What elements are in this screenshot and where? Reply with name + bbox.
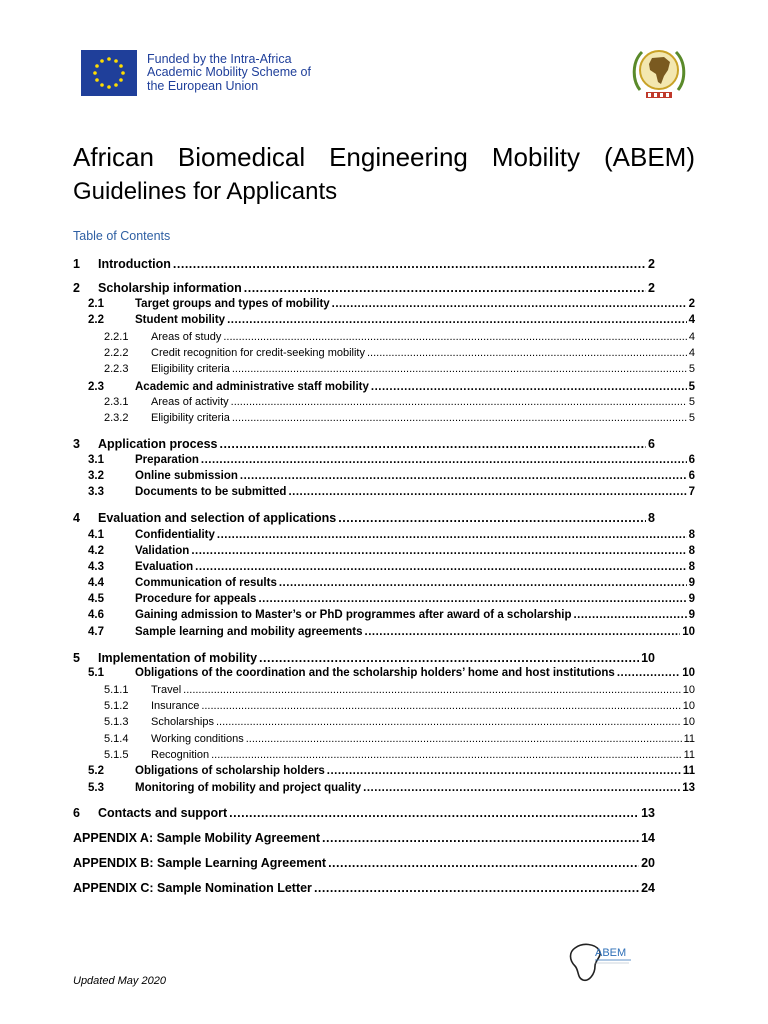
- toc-dot-leader: [173, 256, 646, 273]
- toc-entry-title: Obligations of the coordination and the scholarship holders’ home and host institutions: [135, 667, 615, 679]
- toc-entry-number: 4.6: [88, 609, 104, 621]
- toc-entry[interactable]: [73, 510, 655, 527]
- toc-entry[interactable]: [104, 362, 695, 377]
- toc-entry-title: Recognition: [151, 749, 210, 761]
- toc-entry-number: 3.1: [88, 454, 104, 466]
- toc-entry-number: 4.2: [88, 545, 104, 557]
- toc-entry-title: Gaining admission to Master’s or PhD programmes after award of a scholarship: [135, 609, 572, 621]
- toc-entry-page: 2: [648, 281, 655, 295]
- toc-entry-title: Eligibility criteria: [151, 412, 230, 424]
- toc-entry-page: 10: [682, 700, 695, 712]
- toc-entry-page: 8: [648, 511, 655, 525]
- toc-entry-page: 5: [688, 396, 695, 408]
- toc-entry-number: 6: [73, 806, 80, 820]
- toc-entry[interactable]: [88, 528, 695, 543]
- toc-entry-number: 5.1.1: [104, 684, 129, 696]
- toc-entry-number: 2.3: [88, 381, 104, 393]
- toc-entry[interactable]: [73, 880, 655, 897]
- toc-dot-leader: [322, 830, 639, 847]
- toc-dot-leader: [288, 485, 686, 500]
- toc-entry-title: Obligations of scholarship holders: [135, 765, 325, 777]
- toc-entry[interactable]: [104, 699, 695, 714]
- toc-entry-number: 5.1.2: [104, 700, 129, 712]
- toc-entry-title: Sample learning and mobility agreements: [135, 626, 363, 638]
- abem-logo: [565, 940, 635, 984]
- toc-dot-leader: [371, 380, 687, 395]
- toc-entry-number: 5.2: [88, 765, 104, 777]
- toc-dot-leader: [365, 625, 681, 640]
- toc-entry[interactable]: [73, 436, 655, 453]
- toc-entry-page: 6: [688, 470, 695, 482]
- toc-entry-title: Confidentiality: [135, 529, 215, 541]
- toc-entry-title: Scholarships: [151, 716, 214, 728]
- toc-entry-title: Documents to be submitted: [135, 486, 287, 498]
- toc-entry-title: Target groups and types of mobility: [135, 298, 330, 310]
- toc-entry-number: 2.3.1: [104, 396, 129, 408]
- toc-entry[interactable]: [88, 485, 695, 500]
- toc-dot-leader: [244, 280, 646, 297]
- toc-dot-leader: [231, 395, 687, 410]
- toc-dot-leader: [259, 650, 639, 667]
- toc-entry[interactable]: [104, 732, 695, 747]
- toc-entry[interactable]: [88, 544, 695, 559]
- toc-entry-page: 11: [682, 765, 695, 777]
- toc-entry-number: 2.2.1: [104, 331, 129, 343]
- toc-entry[interactable]: [104, 330, 695, 345]
- abem-logo-text: ABEM: [595, 947, 627, 959]
- toc-entry-title: Introduction: [98, 257, 171, 271]
- toc-dot-leader: [332, 297, 687, 312]
- toc-dot-leader: [232, 362, 687, 377]
- toc-entry[interactable]: [88, 576, 695, 591]
- toc-entry-title: Academic and administrative staff mobility: [135, 381, 369, 393]
- toc-entry-number: 4.1: [88, 529, 104, 541]
- toc-entry[interactable]: [88, 666, 695, 681]
- toc-entry-number: 4.4: [88, 577, 104, 589]
- toc-entry-page: 9: [688, 593, 695, 605]
- toc-entry-page: 13: [682, 782, 695, 794]
- toc-entry-title: Student mobility: [135, 314, 226, 326]
- toc-dot-leader: [246, 732, 682, 747]
- toc-entry-title: Preparation: [135, 454, 199, 466]
- toc-entry-title: Validation: [135, 545, 190, 557]
- toc-entry[interactable]: [104, 715, 695, 730]
- toc-entry[interactable]: [88, 380, 695, 395]
- eu-funding-line: Academic Mobility Scheme of: [147, 65, 311, 80]
- toc-entry-number: 2.2.2: [104, 347, 129, 359]
- toc-entry[interactable]: [104, 411, 695, 426]
- toc-entry-page: 9: [688, 577, 695, 589]
- toc-entry-title: Evaluation: [135, 561, 194, 573]
- toc-dot-leader: [219, 436, 646, 453]
- toc-entry-title: Procedure for appeals: [135, 593, 257, 605]
- toc-entry-number: 4: [73, 511, 80, 525]
- toc-dot-leader: [240, 469, 687, 484]
- toc-dot-leader: [201, 453, 687, 468]
- toc-entry-title: APPENDIX C: Sample Nomination Letter: [73, 881, 312, 895]
- toc-entry-number: 2.2.3: [104, 363, 129, 375]
- toc-dot-leader: [191, 544, 686, 559]
- toc-entry[interactable]: [104, 748, 695, 763]
- toc-entry-page: 5: [688, 412, 695, 424]
- toc-entry-number: 3: [73, 437, 80, 451]
- toc-entry-page: 6: [688, 454, 695, 466]
- toc-entry[interactable]: [73, 855, 655, 872]
- toc-dot-leader: [232, 411, 687, 426]
- toc-entry-title: Credit recognition for credit-seeking mobility: [151, 347, 365, 359]
- toc-entry-page: 2: [648, 257, 655, 271]
- toc-entry-title: Online submission: [135, 470, 238, 482]
- toc-entry-number: 1: [73, 257, 80, 271]
- toc-entry-page: 24: [641, 881, 655, 895]
- toc-dot-leader: [201, 699, 680, 714]
- toc-entry-title: Areas of study: [151, 331, 222, 343]
- toc-entry-page: 11: [683, 749, 695, 761]
- toc-dot-leader: [216, 715, 681, 730]
- toc-dot-leader: [573, 608, 686, 623]
- toc-entry[interactable]: [88, 592, 695, 607]
- toc-dot-leader: [363, 781, 680, 796]
- toc-entry-page: 10: [682, 684, 695, 696]
- toc-entry[interactable]: [88, 781, 695, 796]
- toc-heading: Table of Contents: [73, 229, 171, 243]
- toc-entry-title: Communication of results: [135, 577, 277, 589]
- toc-entry-page: 8: [688, 561, 695, 573]
- toc-entry-page: 8: [688, 529, 695, 541]
- toc-entry[interactable]: [88, 453, 695, 468]
- toc-entry[interactable]: [104, 346, 695, 361]
- toc-entry-number: 5.3: [88, 782, 104, 794]
- toc-entry-page: 4: [688, 314, 695, 326]
- toc-entry-page: 4: [688, 331, 695, 343]
- toc-entry-title: APPENDIX B: Sample Learning Agreement: [73, 856, 327, 870]
- toc-dot-leader: [223, 330, 687, 345]
- toc-entry[interactable]: [73, 280, 655, 297]
- toc-entry[interactable]: [88, 764, 695, 779]
- toc-entry-title: Implementation of mobility: [98, 651, 258, 665]
- toc-entry-number: 2.2: [88, 314, 104, 326]
- toc-entry-page: 14: [641, 831, 655, 845]
- toc-entry-number: 3.2: [88, 470, 104, 482]
- toc-entry-page: 10: [682, 667, 695, 679]
- toc-entry-page: 7: [688, 486, 695, 498]
- eu-funding-line: Funded by the Intra-Africa: [147, 51, 292, 66]
- toc-entry-number: 5.1: [88, 667, 104, 679]
- toc-entry[interactable]: [88, 625, 695, 640]
- toc-entry-page: 6: [648, 437, 655, 451]
- toc-entry-number: 2: [73, 281, 80, 295]
- toc-entry-page: 5: [688, 381, 695, 393]
- eu-funding-line: the European Union: [147, 78, 259, 93]
- toc-entry-page: 10: [641, 651, 655, 665]
- document-subtitle: Guidelines for Applicants: [73, 178, 338, 205]
- toc-dot-leader: [338, 510, 646, 527]
- toc-entry-number: 5.1.4: [104, 733, 129, 745]
- toc-entry[interactable]: [73, 830, 655, 847]
- toc-dot-leader: [328, 855, 639, 872]
- toc-entry-title: Eligibility criteria: [151, 363, 230, 375]
- toc-entry-page: 20: [641, 856, 655, 870]
- toc-entry-page: 4: [688, 347, 695, 359]
- toc-entry-title: Contacts and support: [98, 806, 228, 820]
- toc-dot-leader: [227, 313, 687, 328]
- toc-entry[interactable]: [88, 560, 695, 575]
- toc-entry-title: APPENDIX A: Sample Mobility Agreement: [73, 831, 321, 845]
- toc-entry-title: Evaluation and selection of applications: [98, 511, 337, 525]
- toc-entry-page: 5: [688, 363, 695, 375]
- toc-entry-page: 13: [641, 806, 655, 820]
- toc-dot-leader: [314, 880, 639, 897]
- toc-entry-number: 5.1.5: [104, 749, 129, 761]
- toc-entry-number: 4.5: [88, 593, 104, 605]
- toc-entry-title: Working conditions: [151, 733, 244, 745]
- toc-entry-page: 8: [688, 545, 695, 557]
- toc-entry-page: 10: [682, 626, 695, 638]
- toc-dot-leader: [367, 346, 687, 361]
- toc-entry-title: Areas of activity: [151, 396, 229, 408]
- toc-entry[interactable]: [73, 650, 655, 667]
- toc-dot-leader: [617, 666, 680, 681]
- toc-entry-number: 5: [73, 651, 80, 665]
- toc-dot-leader: [327, 764, 681, 779]
- toc-entry[interactable]: [88, 297, 695, 312]
- toc-dot-leader: [195, 560, 686, 575]
- toc-entry-number: 2.1: [88, 298, 104, 310]
- toc-entry[interactable]: [88, 608, 695, 623]
- toc-entry-number: 2.3.2: [104, 412, 129, 424]
- toc-entry-number: 3.3: [88, 486, 104, 498]
- toc-entry-title: Insurance: [151, 700, 200, 712]
- toc-entry[interactable]: [88, 469, 695, 484]
- toc-dot-leader: [279, 576, 687, 591]
- toc-entry-title: Application process: [98, 437, 218, 451]
- toc-entry-page: 10: [682, 716, 695, 728]
- toc-entry-page: 9: [688, 609, 695, 621]
- toc-entry-number: 5.1.3: [104, 716, 129, 728]
- toc-entry[interactable]: [104, 395, 695, 410]
- toc-dot-leader: [211, 748, 681, 763]
- toc-dot-leader: [258, 592, 686, 607]
- toc-entry[interactable]: [73, 256, 655, 273]
- toc-entry[interactable]: [104, 683, 695, 698]
- toc-entry[interactable]: [88, 313, 695, 328]
- toc-entry-title: Travel: [151, 684, 182, 696]
- toc-entry-page: 2: [688, 298, 695, 310]
- updated-date: Updated May 2020: [73, 975, 166, 987]
- toc-entry[interactable]: [73, 805, 655, 822]
- toc-entry-title: Monitoring of mobility and project quality: [135, 782, 362, 794]
- toc-entry-title: Scholarship information: [98, 281, 242, 295]
- document-title: African Biomedical Engineering Mobility (ABEM): [73, 142, 695, 172]
- toc-entry-number: 4.7: [88, 626, 104, 638]
- toc-dot-leader: [229, 805, 639, 822]
- toc-entry-page: 11: [683, 733, 695, 745]
- toc-dot-leader: [217, 528, 687, 543]
- toc-entry-number: 4.3: [88, 561, 104, 573]
- toc-dot-leader: [183, 683, 681, 698]
